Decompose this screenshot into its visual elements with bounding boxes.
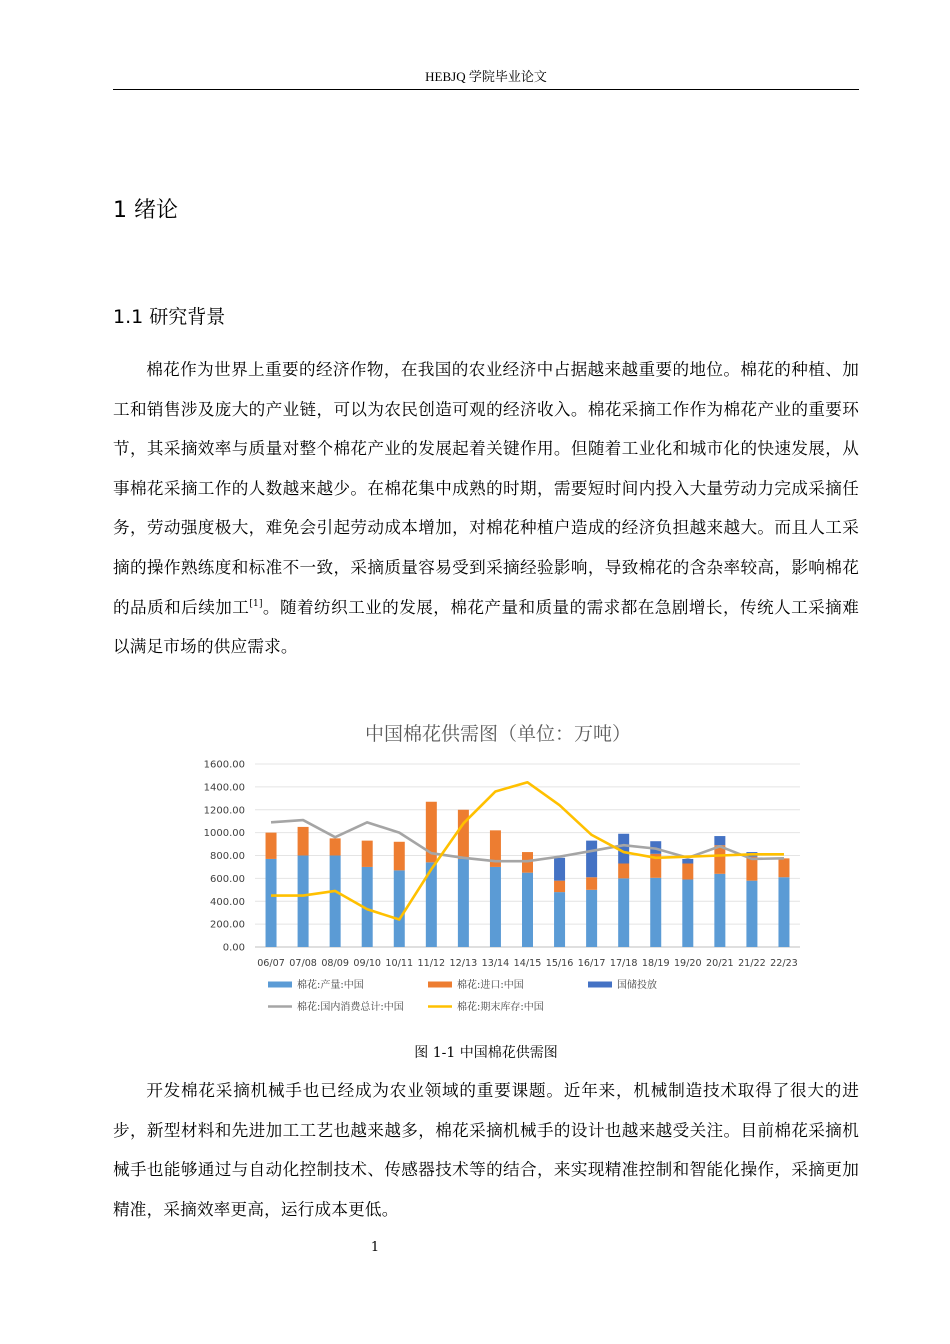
y-tick-label: 200.00 xyxy=(210,919,245,931)
y-tick-label: 600.00 xyxy=(210,873,245,885)
x-tick-label: 15/16 xyxy=(545,958,574,969)
y-tick-label: 400.00 xyxy=(210,896,245,908)
figure-chart xyxy=(200,708,812,1030)
bar-segment xyxy=(618,878,629,947)
x-tick-label: 08/09 xyxy=(321,958,349,969)
x-tick-label: 06/07 xyxy=(257,958,285,969)
chart-title: 中国棉花供需图（单位：万吨） xyxy=(364,723,632,745)
bar-segment xyxy=(586,890,597,947)
bar-segment xyxy=(394,870,405,947)
x-tick-label: 13/14 xyxy=(481,958,510,969)
y-tick-label: 1000.00 xyxy=(203,828,245,840)
x-tick-label: 16/17 xyxy=(577,958,606,969)
bar-segment xyxy=(330,838,341,855)
legend-label: 棉花:国内消费总计:中国 xyxy=(297,1002,404,1013)
x-tick-label: 14/15 xyxy=(513,958,542,969)
bar-segment xyxy=(458,859,469,947)
y-tick-label: 1600.00 xyxy=(203,759,245,771)
x-tick-label: 09/10 xyxy=(353,958,382,969)
y-tick-label: 0.00 xyxy=(222,942,245,954)
section-title: 1.1 研究背景 xyxy=(113,306,226,328)
citation-ref[interactable]: [1] xyxy=(249,598,263,609)
y-tick-label: 1200.00 xyxy=(203,805,245,817)
bar-segment xyxy=(746,881,757,947)
page-number: 1 xyxy=(370,1240,380,1255)
legend-label: 国储投放 xyxy=(617,980,657,991)
bar-segment xyxy=(298,827,309,856)
figure-caption: 图 1-1 中国棉花供需图 xyxy=(414,1045,558,1061)
legend-label: 棉花:进口:中国 xyxy=(457,980,524,991)
bar-segment xyxy=(554,892,565,947)
y-tick-label: 800.00 xyxy=(210,851,245,862)
paragraph-text-a: 棉花作为世界上重要的经济作物，在我国的农业经济中占据越来越重要的地位。棉花的种植、加工和销售涉及庞大的产业链，可以为农民创造可观的经济收入。棉花采摘工作作为棉花产业的重要环节，其采摘效率与质量对整个棉花产业的发展起着关键作用。但随着工业化和城市化的快速发展，从事棉花采摘工作的人数越来越少。在棉花集中成熟的时期，需要短时间内投入大量劳动力完成采摘任务，劳动强度极大，难免会引起劳动成本增加，对棉花种植户造成的经济负担越来越大。而且人工采摘的操作熟练度和标准不一致，采摘质量容易受到采摘经验影响，导致棉花的含杂率较高，影响棉花的品质和后续加工 xyxy=(113,360,859,617)
bar-segment xyxy=(650,878,661,947)
x-tick-label: 20/21 xyxy=(706,958,734,969)
bar-segment xyxy=(746,857,757,881)
x-tick-label: 17/18 xyxy=(609,958,638,969)
bar-segment xyxy=(554,858,565,881)
bar-segment xyxy=(266,859,277,947)
bar-segment xyxy=(618,864,629,879)
y-tick-label: 1400.00 xyxy=(203,782,245,794)
paragraph-background xyxy=(113,350,859,667)
x-tick-label: 10/11 xyxy=(385,958,414,969)
legend-label: 棉花:产量:中国 xyxy=(297,980,364,991)
bar-segment xyxy=(778,858,789,877)
bar-segment xyxy=(298,856,309,948)
bar-segment xyxy=(522,873,533,947)
page-header: HEBJQ 学院毕业论文 xyxy=(113,66,859,90)
bar-segment xyxy=(554,881,565,892)
legend-swatch xyxy=(588,982,612,988)
x-tick-label: 19/20 xyxy=(673,958,702,969)
bar-segment xyxy=(490,867,501,947)
legend-swatch xyxy=(268,982,292,988)
bar-segment xyxy=(682,864,693,880)
legend-label: 棉花:期末库存:中国 xyxy=(457,1002,544,1013)
bar-segment xyxy=(330,856,341,948)
bar-segment xyxy=(586,841,597,878)
chapter-title: 1 绪论 xyxy=(113,198,178,223)
supply-demand-chart xyxy=(200,708,812,1030)
bar-segment xyxy=(714,874,725,947)
paragraph-robot: 开发棉花采摘机械手也已经成为农业领域的重要课题。近年来，机械制造技术取得了很大的进步，新型材料和先进加工工艺也越来越多，棉花采摘机械手的设计也越来越受关注。目前棉花采摘机械手也能够通过与自动化控制技术、传感器技术等的结合，来实现精准控制和智能化操作，采摘更加精准，采摘效率更高，运行成本更低。 xyxy=(113,1081,859,1219)
x-tick-label: 12/13 xyxy=(449,958,478,969)
bar-segment xyxy=(682,859,693,864)
x-tick-label: 21/22 xyxy=(738,958,766,969)
x-tick-label: 22/23 xyxy=(770,958,798,969)
bar-segment xyxy=(778,877,789,947)
bar-segment xyxy=(682,880,693,947)
x-tick-label: 07/08 xyxy=(289,958,317,969)
bar-segment xyxy=(586,877,597,890)
bar-segment xyxy=(458,810,469,859)
bar-segment xyxy=(266,833,277,859)
legend-swatch xyxy=(428,982,452,988)
bar-segment xyxy=(394,842,405,871)
x-tick-label: 11/12 xyxy=(417,958,446,969)
paragraph-text-b: 。随着纺织工业的发展，棉花产量和质量的需求都在急剧增长，传统人工采摘难以满足市场的供应需求。 xyxy=(113,597,859,657)
bar-segment xyxy=(362,841,373,867)
bar-segment xyxy=(714,845,725,874)
x-tick-label: 18/19 xyxy=(641,958,670,969)
bar-segment xyxy=(714,836,725,845)
